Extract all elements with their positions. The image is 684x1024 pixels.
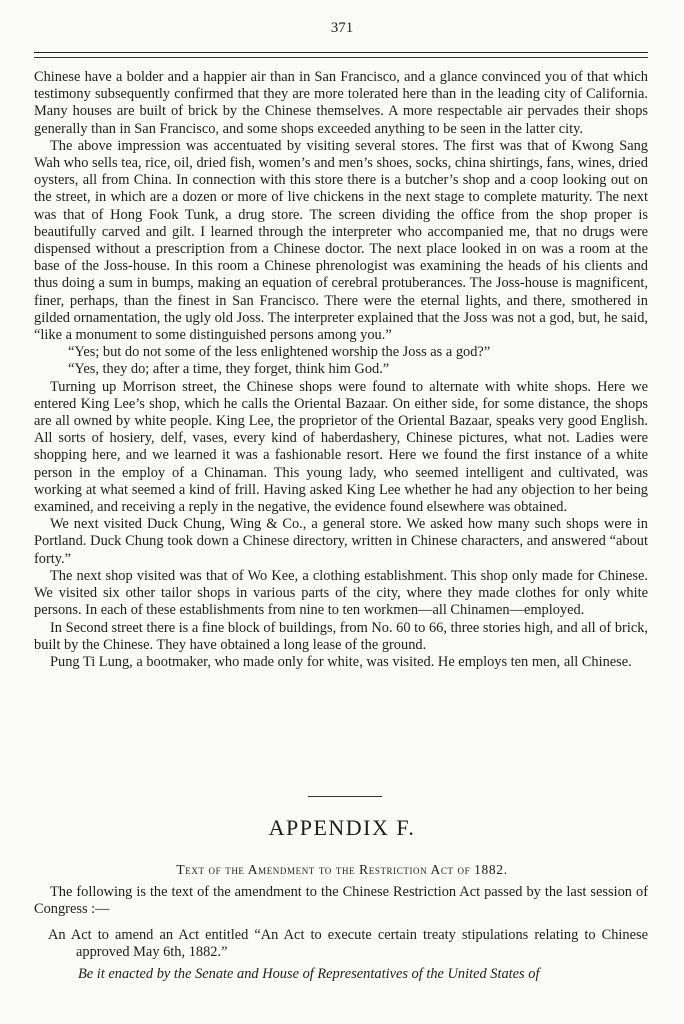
header-rule-thick — [34, 52, 648, 53]
body-text — [34, 69, 648, 671]
section-separator — [308, 796, 382, 797]
page-number: 371 — [330, 20, 354, 36]
appendix-intro — [34, 884, 648, 918]
act-title: An Act to amend an Act entitled “An Act to execute certain treaty stipulations relating to Chinese approved May 6th, 1882.” — [48, 927, 648, 961]
paragraph: We next visited Duck Chung, Wing & Co., a general store. We asked how many such shops were in Portland. Duck Chung took down a Chinese directory, written in Chinese characters, and answered “about forty.” — [34, 516, 648, 567]
appendix-subtitle: Text of the Amendment to the Restriction Act of 1882. — [176, 862, 508, 877]
header-rule-thin — [34, 57, 648, 58]
enacting-clause: Be it enacted by the Senate and House of Representatives of the United States of — [78, 966, 540, 982]
paragraph: Pung Ti Lung, a bootmaker, who made only for white, was visited. He employs ten men, all Chinese. — [50, 653, 632, 670]
act-title-block — [48, 927, 648, 961]
appendix-title: APPENDIX F. — [268, 815, 416, 840]
quote-paragraph: “Yes, they do; after a time, they forget, think him God.” — [68, 361, 390, 378]
intro-paragraph: The following is the text of the amendment to the Chinese Restriction Act passed by the last session of Congress :— — [34, 884, 648, 918]
paragraph: The next shop visited was that of Wo Kee, a clothing establishment. This shop only made for Chinese. We visited six other tailor shops in various parts of the city, where they made clothes for only white persons. In each of these establishments from nine to ten workmen—all Chinamen—employed. — [34, 567, 648, 619]
paragraph: Chinese have a bolder and a happier air than in San Francisco, and a glance convinced you of that which testimony subsequently confirmed that they are more tolerated here than in the leading city of California. Many houses are built of brick by the Chinese themselves. A more respectable air pervades their shops generally than in San Francisco, and some shops exceeded anything to be seen in the latter city. — [34, 69, 648, 137]
paragraph: The above impression was accentuated by visiting several stores. The first was that of Kwong Sang Wah who sells tea, rice, oil, dried fish, women’s and men’s shoes, socks, china shirtings, fans, wines, dried oysters, all from China. In connection with this store there is a butcher’s shop and a coop looking out on the street, in which are a dozen or more of live chickens in the next stage to complete maturity. The next was that of Hong Fook Tunk, a drug store. The screen dividing the office from the shop proper is beautifully carved and gilt. I learned through the interpreter who accompanied me, that no drugs were dispensed without a prescription from a Chinese doctor. The next place looked in on was a room at the base of the Joss-house. In this room a Chinese phrenologist was examining the heads of his clients and thus doing a sum in bumps, making an equation of cerebral protuberances. The Joss-house is magnificent, finer, perhaps, than the finest in San Francisco. There were the eternal lights, and there, smothered in gilded ornamentation, the ugly old Joss. The interpreter explained that the Joss was not a god, but, he said, “like a monument to some distinguished persons among you.” — [34, 137, 648, 344]
paragraph: In Second street there is a fine block of buildings, from No. 60 to 66, three stories high, and all of brick, built by the Chinese. They have obtained a long lease of the ground. — [34, 619, 648, 653]
enacting-clause-block — [48, 966, 648, 983]
paragraph: Turning up Morrison street, the Chinese shops were found to alternate with white shops. Here we entered King Lee’s shop, which he calls the Oriental Bazaar. On either side, for some distance, the shops are all owned by white people. King Lee, the proprietor of the Oriental Bazaar, speaks very good English. All sorts of hosiery, delf, vases, every kind of haberdashery, Chinese pictures, what not. Ladies were shopping here, and we learned it was a fashionable resort. Here we found the first instance of a white person in the employ of a Chinaman. This young lady, who seemed intelligent and cultivated, was working at what seemed a kind of frill. Having asked King Lee whether he had any objection to her being examined, and receiving a reply in the negative, the evidence found elsewhere was obtained. — [34, 378, 648, 516]
quote-paragraph: “Yes; but do not some of the less enlightened worship the Joss as a god?” — [68, 344, 491, 361]
